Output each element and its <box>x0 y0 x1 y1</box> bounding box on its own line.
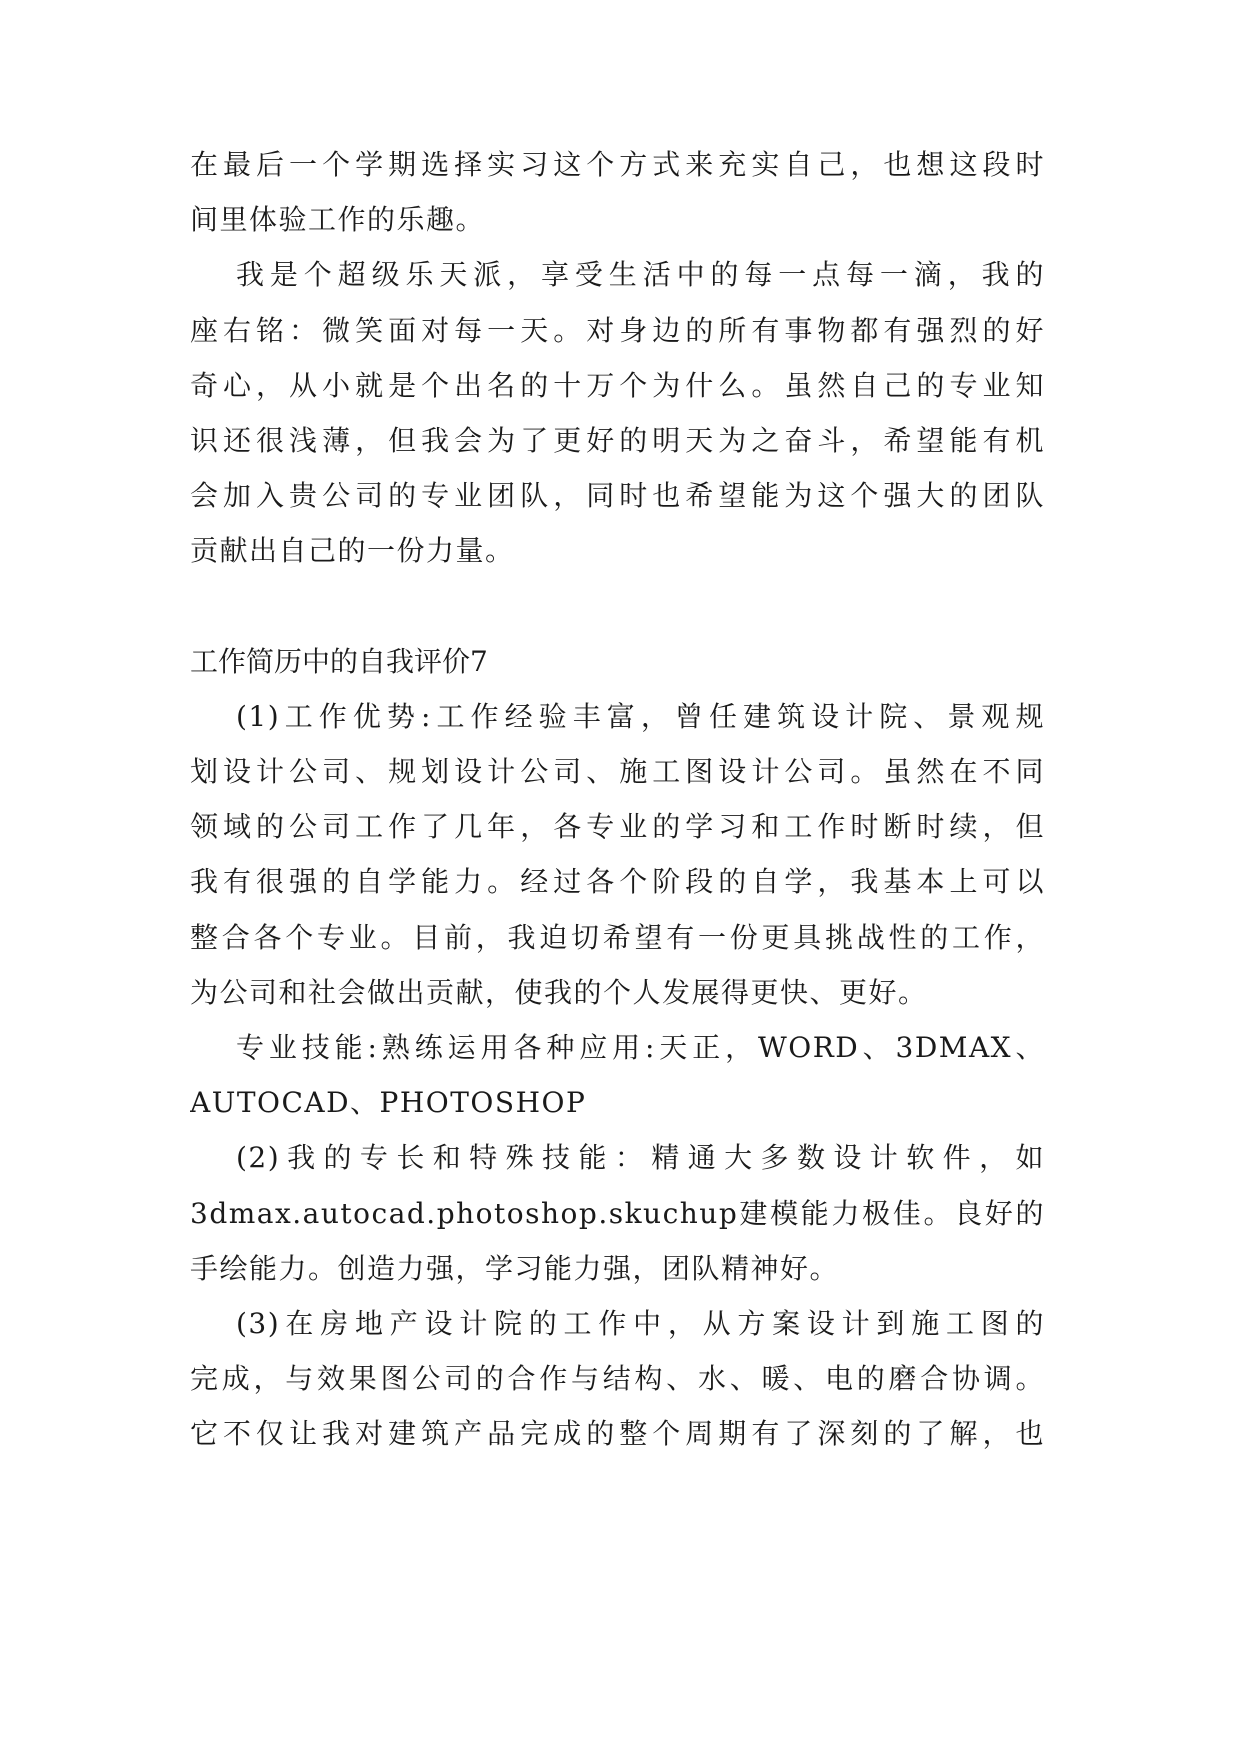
document-page <box>190 137 1045 1462</box>
text-line: 座右铭：微笑面对每一天。对身边的所有事物都有强烈的好 <box>190 313 1045 347</box>
text-line: 整合各个专业。目前，我迫切希望有一份更具挑战性的工作， <box>190 920 1045 954</box>
paragraph <box>190 1020 1045 1130</box>
text-line: 手绘能力。创造力强，学习能力强，团队精神好。 <box>190 1251 840 1285</box>
paragraph <box>190 1296 1045 1462</box>
text-line: 3dmax.autocad.photoshop.skuchup建模能力极佳。良好的 <box>190 1196 1045 1230</box>
section-heading: 工作简历中的自我评价7 <box>190 644 488 678</box>
text-line: 会加入贵公司的专业团队，同时也希望能为这个强大的团队 <box>190 479 1045 513</box>
text-line: 在最后一个学期选择实习这个方式来充实自己，也想这段时 <box>190 148 1045 181</box>
text-line: 完成，与效果图公司的合作与结构、水、暖、电的磨合协调。 <box>190 1362 1045 1396</box>
text-line: (1)工作优势:工作经验丰富，曾任建筑设计院、景观规 <box>236 699 1045 733</box>
text-line: 为公司和社会做出贡献，使我的个人发展得更快、更好。 <box>190 975 928 1009</box>
text-line: (3)在房地产设计院的工作中，从方案设计到施工图的 <box>236 1306 1045 1340</box>
paragraph <box>190 689 1045 1020</box>
text-line: 贡献出自己的一份力量。 <box>190 534 515 568</box>
blank-line <box>190 579 1045 634</box>
text-line: 划设计公司、规划设计公司、施工图设计公司。虽然在不同 <box>190 755 1045 789</box>
text-line: 识还很浅薄，但我会为了更好的明天为之奋斗，希望能有机 <box>190 423 1045 457</box>
text-line: 专业技能:熟练运用各种应用:天正，WORD、3DMAX、 <box>236 1031 1045 1064</box>
text-line: 领域的公司工作了几年，各专业的学习和工作时断时续，但 <box>190 810 1045 844</box>
text-line: (2)我的专长和特殊技能：精通大多数设计软件，如 <box>236 1141 1045 1175</box>
text-line: 奇心，从小就是个出名的十万个为什么。虽然自己的专业知 <box>190 368 1045 402</box>
text-line: 它不仅让我对建筑产品完成的整个周期有了深刻的了解，也 <box>190 1417 1045 1451</box>
text-line: 我是个超级乐天派，享受生活中的每一点每一滴，我的 <box>236 258 1045 292</box>
paragraph <box>190 137 1045 247</box>
text-line: AUTOCAD、PHOTOSHOP <box>190 1086 587 1120</box>
text-line: 间里体验工作的乐趣。 <box>190 203 486 237</box>
paragraph <box>190 247 1045 578</box>
paragraph <box>190 1130 1045 1296</box>
text-line: 我有很强的自学能力。经过各个阶段的自学，我基本上可以 <box>190 865 1045 899</box>
